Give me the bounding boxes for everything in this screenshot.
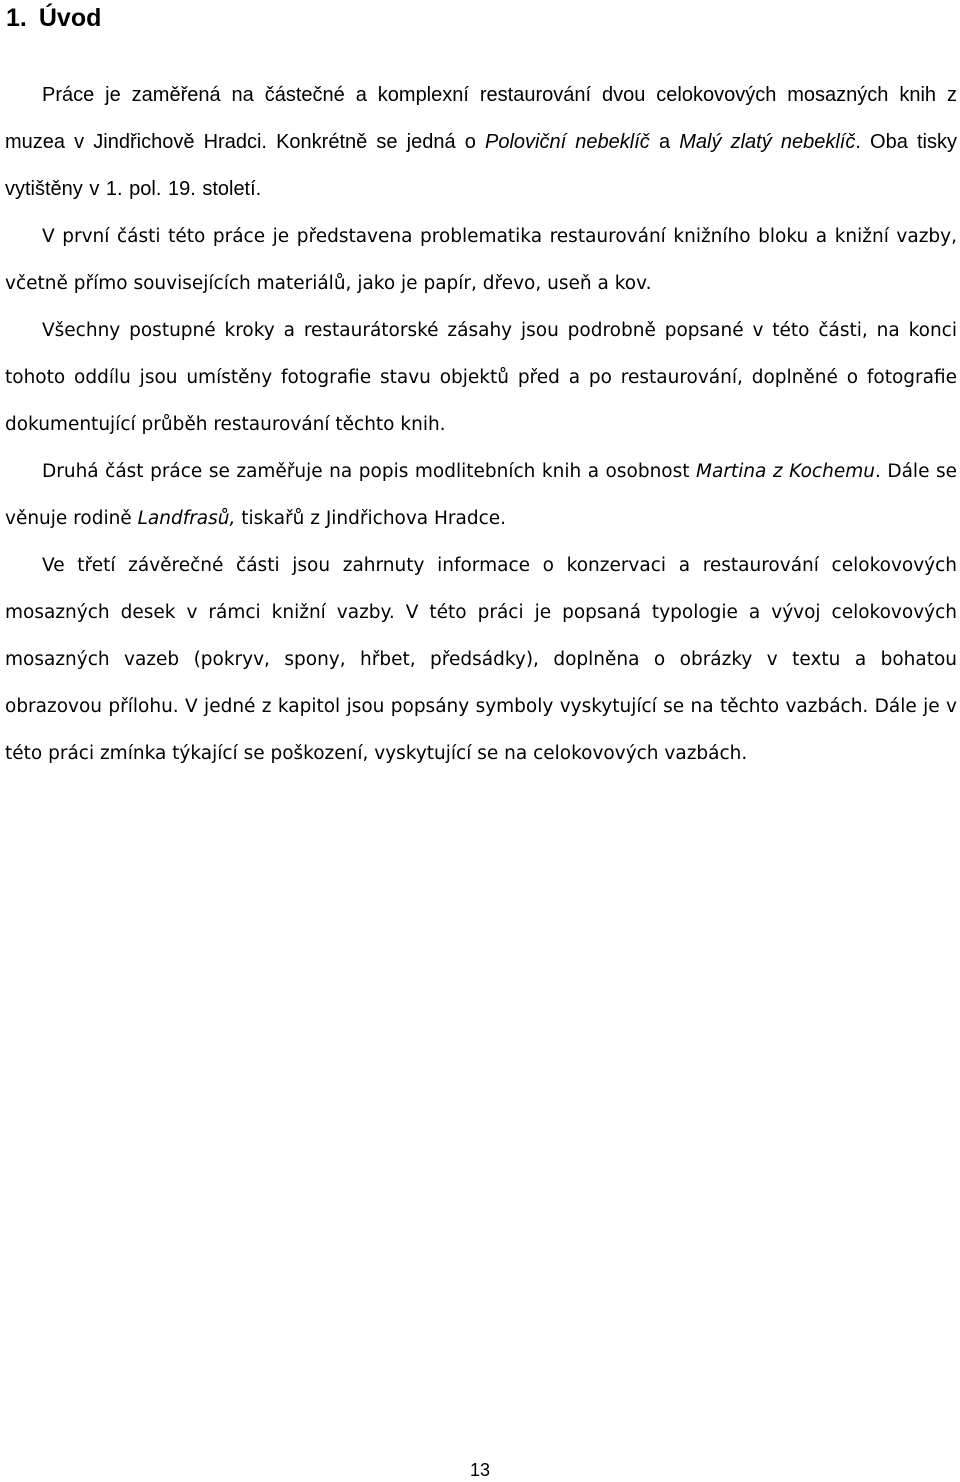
paragraph-part-three: Ve třetí závěrečné části jsou zahrnuty informace o konzervaci a restaurování celokovových mosazných desek v rámci knižní vazby. V této práci je popsaná typologie a vývoj celokovových mosazných vazeb (pokryv, spony, hřbet, předsádky), doplněna o obrázky v textu a bohatou obrazovou přílohu. V jedné z kapitol jsou popsány symboly vyskytující se na těchto vazbách. Dále je v této práci zmínka týkající se poškození, vyskytující se na celokovových vazbách. [5, 555, 957, 764]
book-title-italic: Poloviční nebeklíč [485, 131, 650, 153]
paragraph-text: . Dále se věnuje rodině [5, 461, 957, 529]
paragraph-text: . Oba tisky vytištěny v 1. pol. 19. století. [5, 131, 957, 200]
page-number: 13 [469, 1460, 491, 1480]
paragraph-part-one: V první části této práce je představena problematika restaurování knižního bloku a knižní vazby, včetně přímo souvisejících materiálů, jako je papír, dřevo, useň a kov. [5, 226, 957, 294]
chapter-heading [6, 2, 101, 34]
body-text [5, 72, 957, 777]
chapter-title: Úvod [38, 4, 102, 32]
paragraph-text: Druhá část práce se zaměřuje na popis modlitebních knih a osobnost [42, 461, 697, 482]
chapter-number: 1. [6, 4, 27, 32]
paragraph-text: a [649, 131, 680, 153]
person-name-italic: Martina z Kochemu [696, 461, 875, 482]
paragraph-part-two [5, 448, 957, 542]
paragraph-steps: Všechny postupné kroky a restaurátorské zásahy jsou podrobně popsané v této části, na konci tohoto oddílu jsou umístěny fotografie stavu objektů před a po restaurování, doplněné o fotografie dokumentující průběh restaurování těchto knih. [5, 320, 957, 435]
book-title-italic: Malý zlatý nebeklíč [679, 131, 856, 153]
paragraph-text: tiskařů z Jindřichova Hradce. [235, 508, 507, 529]
paragraph-intro [5, 72, 957, 213]
family-name-italic: Landfrasů, [137, 508, 236, 529]
paragraph-text: Práce je zaměřená na částečné a komplexní restaurování dvou celokovových mosazných knih z muzea v Jindřichově Hradci. Konkrétně se jedná o [5, 84, 957, 153]
